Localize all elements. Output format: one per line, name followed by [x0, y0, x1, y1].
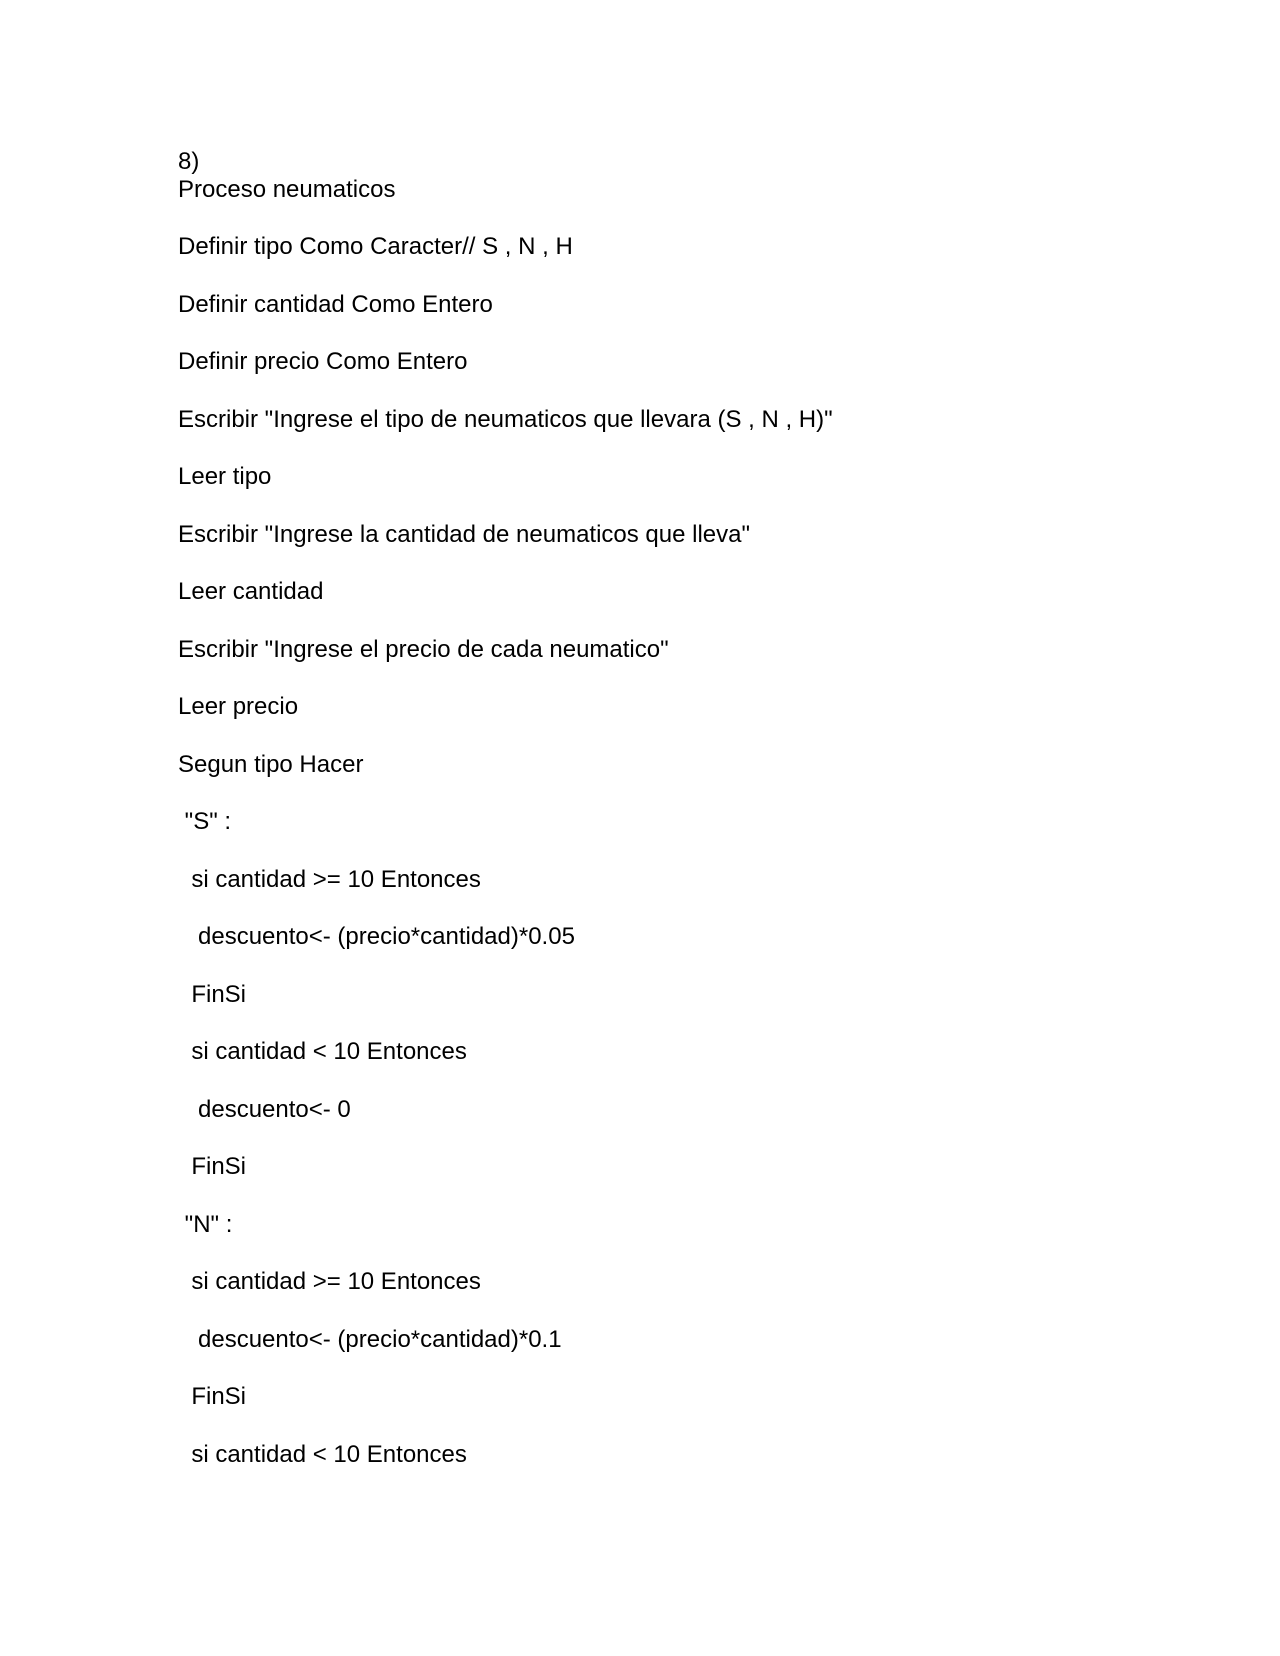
code-line: si cantidad >= 10 Entonces: [178, 1268, 481, 1295]
code-line: Segun tipo Hacer: [178, 751, 364, 778]
code-line: Escribir "Ingrese la cantidad de neumaticos que lleva": [178, 521, 751, 548]
code-line: Leer precio: [178, 693, 299, 720]
code-line: Definir tipo Como Caracter// S , N , H: [178, 233, 573, 260]
code-line: "N" :: [178, 1211, 233, 1238]
code-line: descuento<- (precio*cantidad)*0.05: [178, 923, 575, 950]
code-line: Definir precio Como Entero: [178, 348, 468, 375]
code-line: FinSi: [178, 1383, 247, 1410]
code-line: FinSi: [178, 981, 247, 1008]
code-line: "S" :: [178, 808, 232, 835]
code-line: si cantidad < 10 Entonces: [178, 1038, 467, 1065]
code-line: Escribir "Ingrese el precio de cada neumatico": [178, 636, 669, 663]
code-line: si cantidad < 10 Entonces: [178, 1441, 467, 1468]
exercise-number: 8): [178, 148, 200, 175]
code-line: si cantidad >= 10 Entonces: [178, 866, 481, 893]
code-line: Leer tipo: [178, 463, 272, 490]
code-line: Escribir "Ingrese el tipo de neumaticos que llevara (S , N , H)": [178, 406, 833, 433]
code-line: Proceso neumaticos: [178, 176, 396, 203]
code-line: FinSi: [178, 1153, 247, 1180]
code-line: Definir cantidad Como Entero: [178, 291, 493, 318]
code-line: Leer cantidad: [178, 578, 324, 605]
code-line: descuento<- 0: [178, 1096, 351, 1123]
code-line: descuento<- (precio*cantidad)*0.1: [178, 1326, 562, 1353]
